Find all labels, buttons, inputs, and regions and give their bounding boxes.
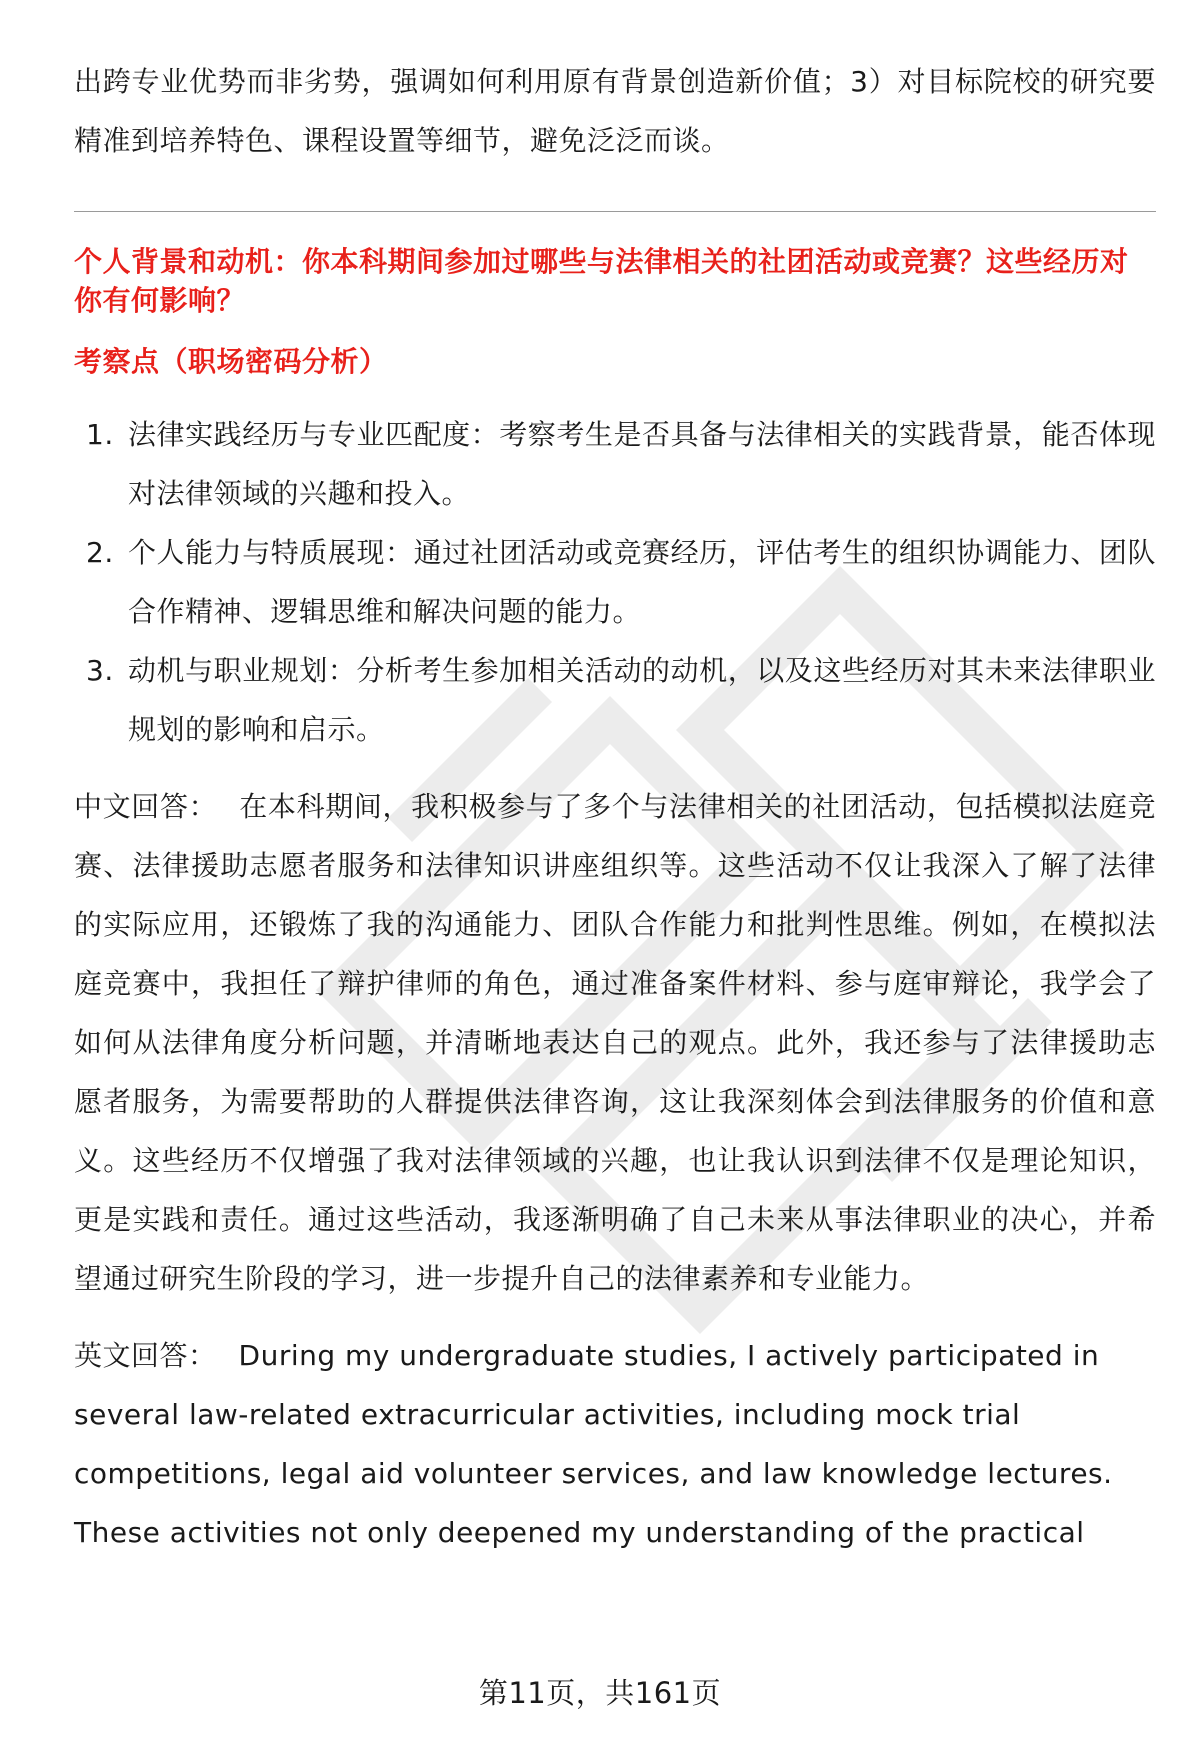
analysis-heading: 考察点（职场密码分析） <box>74 345 388 378</box>
section-divider <box>74 211 1156 212</box>
english-answer-label: 英文回答： <box>74 1339 217 1372</box>
page-content <box>74 52 1156 1562</box>
chinese-answer <box>74 777 1156 1308</box>
intro-paragraph: 出跨专业优势而非劣势，强调如何利用原有背景创造新价值；3）对目标院校的研究要精准到培养特色、课程设置等细节，避免泛泛而谈。 <box>74 65 1156 157</box>
point-number: 1. <box>86 418 114 451</box>
chinese-answer-label: 中文回答： <box>74 790 218 823</box>
page-number-footer: 第11页，共161页 <box>478 1676 722 1710</box>
point-text: 个人能力与特质展现：通过社团活动或竞赛经历，评估考生的组织协调能力、团队合作精神、逻辑思维和解决问题的能力。 <box>128 536 1156 628</box>
point-number: 2. <box>86 536 114 569</box>
point-text: 动机与职业规划：分析考生参加相关活动的动机，以及这些经历对其未来法律职业规划的影响和启示。 <box>128 654 1156 746</box>
analysis-point <box>74 523 1156 641</box>
english-answer <box>74 1326 1156 1562</box>
point-number: 3. <box>86 654 114 687</box>
point-text: 法律实践经历与专业匹配度：考察考生是否具备与法律相关的实践背景，能否体现对法律领域的兴趣和投入。 <box>128 418 1156 510</box>
question-heading: 个人背景和动机：你本科期间参加过哪些与法律相关的社团活动或竞赛？这些经历对你有何影响？ <box>74 245 1129 317</box>
analysis-point <box>74 641 1156 759</box>
english-answer-text: During my undergraduate studies, I actively participated in several law-related extracurricular activities, including mock trial competitions, legal aid volunteer services, and law knowledge lectures. These activities not only deepened my understanding of the practical <box>74 1339 1113 1549</box>
chinese-answer-text: 在本科期间，我积极参与了多个与法律相关的社团活动，包括模拟法庭竞赛、法律援助志愿者服务和法律知识讲座组织等。这些活动不仅让我深入了解了法律的实际应用，还锻炼了我的沟通能力、团队合作能力和批判性思维。例如，在模拟法庭竞赛中，我担任了辩护律师的角色，通过准备案件材料、参与庭审辩论，我学会了如何从法律角度分析问题，并清晰地表达自己的观点。此外，我还参与了法律援助志愿者服务，为需要帮助的人群提供法律咨询，这让我深刻体会到法律服务的价值和意义。这些经历不仅增强了我对法律领域的兴趣，也让我认识到法律不仅是理论知识，更是实践和责任。通过这些活动，我逐渐明确了自己未来从事法律职业的决心，并希望通过研究生阶段的学习，进一步提升自己的法律素养和专业能力。 <box>74 790 1156 1295</box>
analysis-points-list <box>74 405 1156 759</box>
analysis-point <box>74 405 1156 523</box>
